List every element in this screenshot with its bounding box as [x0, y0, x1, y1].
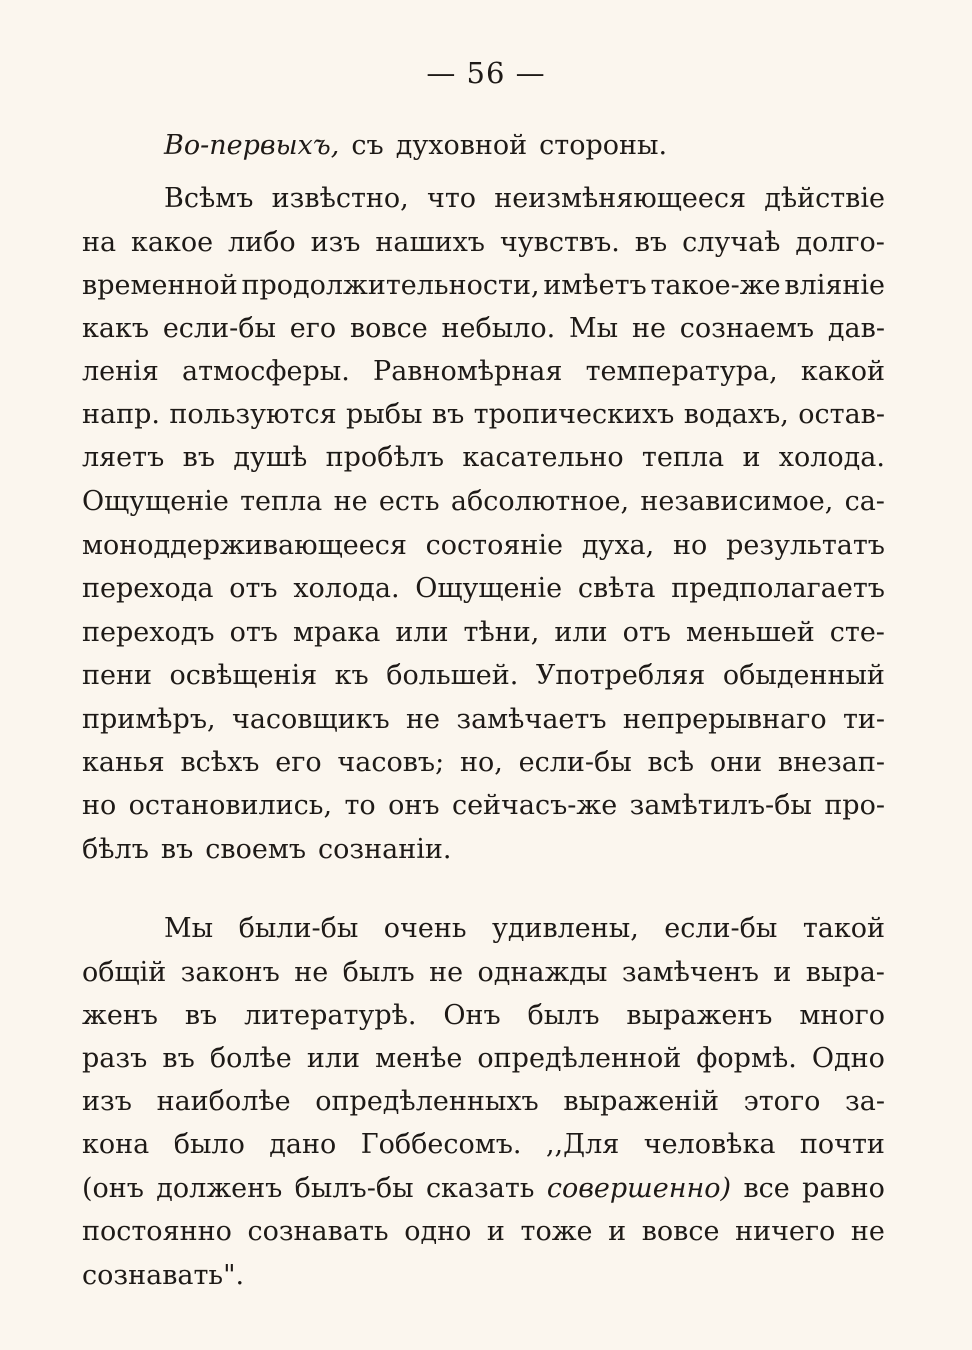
word: сознавать: [247, 1216, 389, 1247]
word: отъ: [622, 617, 671, 648]
word: въ: [162, 1043, 195, 1074]
text-line: [82, 662, 885, 689]
word: формѣ.: [696, 1043, 797, 1074]
word: Одно: [811, 1043, 885, 1074]
word: дав-: [827, 313, 885, 344]
word: внезап-: [777, 747, 885, 778]
word: если-бы: [162, 313, 276, 344]
word: литературѣ.: [244, 1000, 417, 1031]
word: отъ: [229, 617, 278, 648]
word: такой: [802, 913, 885, 944]
word: температура,: [585, 356, 778, 387]
text-line: [82, 1131, 885, 1158]
word: какой: [800, 356, 885, 387]
word: Мы: [164, 913, 214, 944]
word: остав-: [798, 399, 885, 430]
word: и: [608, 1216, 627, 1247]
word: ничего: [735, 1216, 836, 1247]
word: одно: [404, 1216, 472, 1247]
word: своемъ: [205, 834, 307, 865]
word: тепла: [240, 486, 323, 517]
word: перехода: [82, 573, 214, 604]
word: водахъ,: [683, 399, 789, 430]
word: изъ: [310, 227, 361, 258]
word: удивлены,: [491, 913, 639, 944]
word: часовщикъ: [231, 704, 390, 735]
word: какъ: [82, 313, 150, 344]
word: выраженъ: [626, 1000, 773, 1031]
word: канья: [82, 747, 165, 778]
text-line: [82, 959, 885, 986]
text-line: [82, 488, 885, 515]
word: абсолютное,: [450, 486, 630, 517]
text-line: [82, 1262, 885, 1289]
word: небыло.: [441, 313, 556, 344]
word: равно: [802, 1173, 885, 1204]
word: были-бы: [238, 913, 359, 944]
word: либо: [228, 227, 296, 258]
word: дѣйствіе: [764, 183, 885, 214]
word: сейчасъ-же: [451, 790, 618, 821]
text-line: [82, 706, 885, 733]
word: не: [406, 704, 440, 735]
word: всѣхъ: [180, 747, 260, 778]
word: наиболѣе: [156, 1086, 291, 1117]
text-line: [82, 749, 885, 776]
word: вліяніе: [784, 270, 885, 301]
word: про-: [824, 790, 885, 821]
word: но: [82, 790, 117, 821]
word: нашихъ: [375, 227, 485, 258]
word: Гоббесомъ.: [360, 1129, 522, 1160]
word: если-бы: [664, 913, 778, 944]
word: человѣка: [643, 1129, 776, 1160]
word: независимое,: [640, 486, 834, 517]
word: выраженій: [563, 1086, 719, 1117]
word: общій: [82, 957, 167, 988]
word: въ: [160, 834, 194, 865]
word: Онъ: [443, 1000, 501, 1031]
word: кона: [82, 1129, 150, 1160]
word: разъ: [82, 1043, 148, 1074]
page-number: — 56 —: [426, 56, 546, 90]
word: или: [306, 1043, 361, 1074]
word: непрерывнаго: [622, 704, 827, 735]
word: пробѣлъ: [325, 442, 445, 473]
word: Во-первыхъ,: [164, 130, 340, 161]
word: холода.: [778, 442, 885, 473]
word: ,,Для: [545, 1129, 620, 1160]
word: душѣ: [233, 442, 308, 473]
word: въ: [431, 399, 465, 430]
word: за-: [845, 1086, 885, 1117]
word: примѣръ,: [82, 704, 216, 735]
word: такое-же: [650, 270, 781, 301]
word: извѣстно,: [271, 183, 409, 214]
word: но,: [459, 747, 503, 778]
word: женъ: [82, 1000, 158, 1031]
word: все: [743, 1173, 790, 1204]
word: сознаніи.: [318, 834, 452, 865]
word: то: [344, 790, 376, 821]
word: съ: [351, 130, 384, 161]
word: сте-: [829, 617, 885, 648]
text-line: [82, 272, 885, 299]
word: не: [850, 1216, 885, 1247]
word: есть: [378, 486, 440, 517]
word: законъ: [180, 957, 280, 988]
text-line: [164, 132, 885, 159]
word: тепла: [641, 442, 725, 473]
text-line: [82, 444, 885, 471]
word: и: [742, 442, 761, 473]
word: выра-: [805, 957, 885, 988]
text-line: [82, 1045, 885, 1072]
word: бѣлъ: [82, 834, 149, 865]
word: былъ-бы: [294, 1173, 414, 1204]
word: долго-: [795, 227, 885, 258]
text-line: [82, 1175, 885, 1202]
word: Употребляя: [535, 660, 706, 691]
word: рыбы: [346, 399, 423, 430]
word: сказать: [425, 1173, 535, 1204]
word: было: [173, 1129, 245, 1160]
word: его: [275, 747, 322, 778]
word: или: [554, 617, 608, 648]
word: свѣта: [577, 573, 656, 604]
word: продолжительности,: [241, 270, 540, 301]
word: ти-: [842, 704, 885, 735]
word: холода.: [293, 573, 400, 604]
word: тропическихъ: [473, 399, 675, 430]
word: Ощущеніе: [82, 486, 229, 517]
word: не: [333, 486, 368, 517]
word: какое: [131, 227, 214, 258]
word: вовсе: [641, 1216, 720, 1247]
word: освѣщенія: [169, 660, 318, 691]
text-line: [82, 358, 885, 385]
word: долженъ: [156, 1173, 283, 1204]
word: на: [82, 227, 117, 258]
word: менѣе: [375, 1043, 463, 1074]
word: Равномѣрная: [373, 356, 563, 387]
word: касательно: [462, 442, 624, 473]
word: духовной: [395, 130, 528, 161]
text-line: [82, 229, 885, 256]
word: постоянно: [82, 1216, 232, 1247]
text-line: [164, 915, 885, 942]
word: предполагаетъ: [671, 573, 885, 604]
word: не: [631, 313, 666, 344]
word: тѣни,: [463, 617, 540, 648]
text-line: [82, 401, 885, 428]
word: результатъ: [726, 530, 885, 561]
word: но: [673, 530, 708, 561]
word: почти: [799, 1129, 885, 1160]
word: ляетъ: [82, 442, 165, 473]
text-line: [82, 1218, 885, 1245]
text-line: [82, 575, 885, 602]
word: большей.: [386, 660, 519, 691]
word: къ: [334, 660, 369, 691]
word: опредѣленной: [477, 1043, 682, 1074]
word: пени: [82, 660, 152, 691]
word: Мы: [569, 313, 619, 344]
word: остановились,: [128, 790, 333, 821]
word: въ: [634, 227, 668, 258]
word: всѣ: [647, 747, 695, 778]
word: сознаемъ: [679, 313, 815, 344]
word: изъ: [82, 1086, 132, 1117]
word: что: [426, 183, 477, 214]
word: переходъ: [82, 617, 215, 648]
word: въ: [184, 1000, 218, 1031]
word: однажды: [477, 957, 608, 988]
word: не: [429, 957, 464, 988]
word: замѣтилъ-бы: [629, 790, 812, 821]
word: и: [773, 957, 792, 988]
word: тоже: [520, 1216, 593, 1247]
word: са-: [844, 486, 885, 517]
word: отъ: [229, 573, 278, 604]
word: духа,: [581, 530, 655, 561]
word: его: [289, 313, 337, 344]
text-line: [164, 185, 885, 212]
word: Ощущеніе: [415, 573, 563, 604]
word: обыденный: [722, 660, 885, 691]
word: замѣченъ: [621, 957, 759, 988]
text-line: [82, 836, 885, 863]
text-line: [82, 1088, 885, 1115]
word: временной: [82, 270, 238, 301]
word: былъ: [527, 1000, 600, 1031]
text-line: [82, 1002, 885, 1029]
word: стороны.: [539, 130, 668, 161]
word: часовъ;: [337, 747, 445, 778]
word: много: [799, 1000, 885, 1031]
word: пользуются: [169, 399, 337, 430]
word: состояніе: [425, 530, 564, 561]
word: моноддерживающееся: [82, 530, 407, 561]
word: и: [486, 1216, 505, 1247]
word: атмосферы.: [181, 356, 350, 387]
word: болѣе: [209, 1043, 292, 1074]
word: онъ: [388, 790, 440, 821]
word: совершенно): [546, 1173, 732, 1204]
word: Всѣмъ: [164, 183, 254, 214]
word: вовсе: [349, 313, 428, 344]
text-line: [82, 532, 885, 559]
text-line: [82, 792, 885, 819]
word: въ: [182, 442, 216, 473]
word: этого: [743, 1086, 821, 1117]
word: сознавать".: [82, 1260, 245, 1291]
word: они: [709, 747, 763, 778]
word: мрака: [292, 617, 381, 648]
word: если-бы: [518, 747, 632, 778]
text-line: [82, 619, 885, 646]
word: чувствъ.: [499, 227, 620, 258]
text-line: [82, 315, 885, 342]
word: ленія: [82, 356, 159, 387]
word: случаѣ: [682, 227, 781, 258]
word: имѣетъ: [543, 270, 647, 301]
word: не: [294, 957, 329, 988]
word: неизмѣняющееся: [494, 183, 746, 214]
word: былъ: [342, 957, 415, 988]
word: дано: [269, 1129, 337, 1160]
word: опредѣленныхъ: [315, 1086, 539, 1117]
word: напр.: [82, 399, 160, 430]
word: очень: [383, 913, 467, 944]
word: (онъ: [82, 1173, 144, 1204]
word: замѣчаетъ: [456, 704, 607, 735]
word: меньшей: [685, 617, 815, 648]
word: или: [395, 617, 449, 648]
